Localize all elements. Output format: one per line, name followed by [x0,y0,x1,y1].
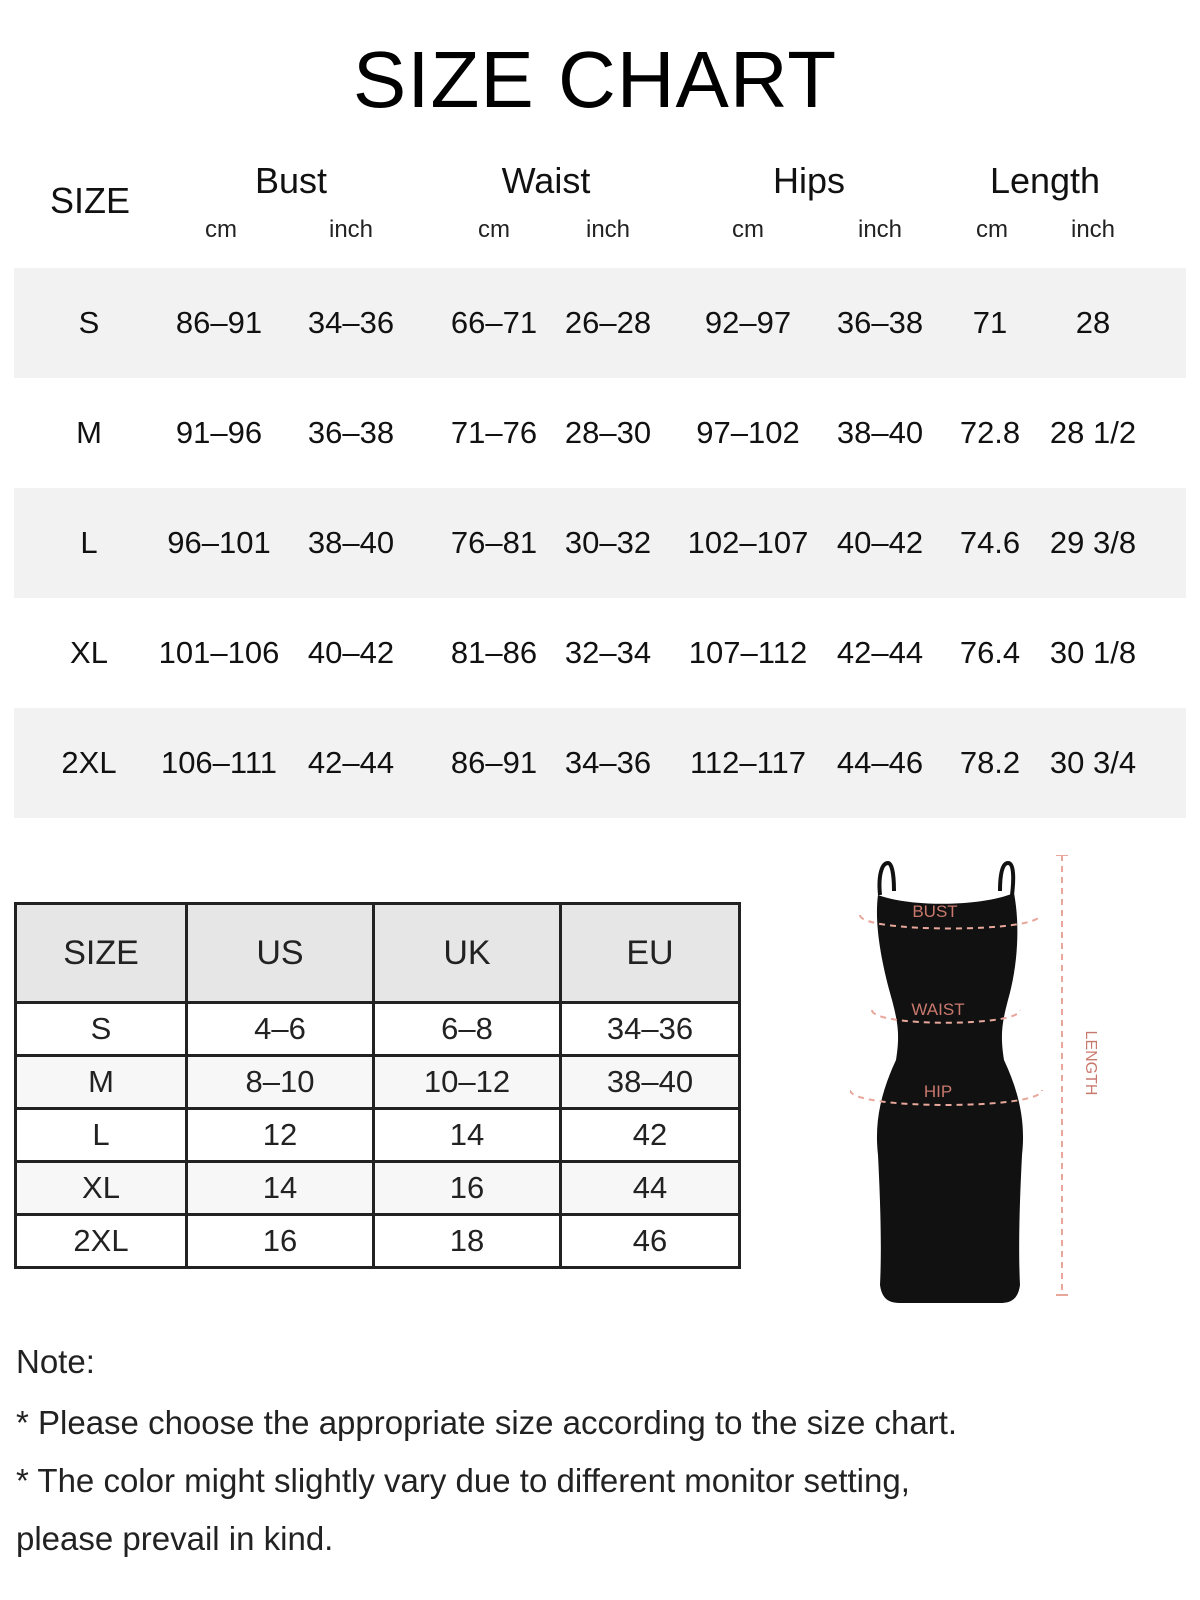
table-cell: 40–42 [307,635,395,670]
table-cell: L [16,1109,187,1162]
table-cell: 29 3/8 [1049,525,1137,560]
table-cell: 16 [374,1162,561,1215]
table-cell: XL [16,1162,187,1215]
table-cell: 16 [187,1215,374,1268]
note-line: please prevail in kind. [16,1520,334,1557]
table-cell: 96–101 [167,525,271,560]
table-cell: 30 3/4 [1049,745,1137,780]
column-header: EU [561,904,740,1003]
table-cell: 112–117 [689,745,807,780]
unit-label: cm [478,216,510,243]
size-cell: S [78,305,100,340]
table-cell: 28 1/2 [1049,415,1137,450]
table-cell: 81–86 [450,635,538,670]
note-heading: Note: [16,1343,95,1380]
column-header: SIZE [16,904,187,1003]
table-cell: 6–8 [374,1003,561,1056]
table-cell: 42–44 [307,745,395,780]
unit-label: inch [328,216,374,243]
note-line: * Please choose the appropriate size according to the size chart. [16,1404,958,1441]
table-cell: S [16,1003,187,1056]
table-cell: 72.8 [959,415,1021,450]
table-cell: 71–76 [450,415,538,450]
size-cell: XL [70,635,108,670]
table-cell: 34–36 [561,1003,740,1056]
table-cell: 44 [561,1162,740,1215]
table-cell: 28–30 [564,415,652,450]
column-header: UK [374,904,561,1003]
table-cell: 40–42 [836,525,924,560]
table-row [16,1056,740,1109]
table-cell: 14 [187,1162,374,1215]
table-cell: 28 [1075,305,1111,340]
table-cell: 38–40 [836,415,924,450]
size-cell: M [76,415,102,450]
table-cell: 42 [561,1109,740,1162]
waist-header: Waist [501,160,591,201]
table-cell: 36–38 [307,415,395,450]
unit-label: cm [205,216,237,243]
unit-label: cm [976,216,1008,243]
table-row [16,1215,740,1268]
table-row [16,1162,740,1215]
table-header-row [16,904,740,1003]
table-row [14,708,1186,818]
table-cell: 26–28 [564,305,652,340]
table-cell: 78.2 [959,745,1021,780]
size-cell: L [80,525,98,560]
table-cell: 38–40 [561,1056,740,1109]
table-cell: 18 [374,1215,561,1268]
table-cell: 102–107 [687,525,809,560]
table-row [16,1109,740,1162]
page-title: SIZE CHART [352,35,838,124]
dress-measurement-diagram [850,855,1110,1315]
table-cell: 101–106 [158,635,280,670]
length-header: Length [989,160,1101,201]
unit-label: inch [857,216,903,243]
table-cell: 66–71 [450,305,538,340]
hips-header: Hips [772,160,846,201]
table-cell: 34–36 [307,305,395,340]
column-header: US [187,904,374,1003]
table-cell: 86–91 [175,305,263,340]
size-column-header: SIZE [50,180,131,221]
length-label: LENGTH [1082,1030,1099,1096]
table-cell: 14 [374,1109,561,1162]
table-cell: 46 [561,1215,740,1268]
table-row [14,598,1186,708]
table-cell: 36–38 [836,305,924,340]
table-cell: 86–91 [450,745,538,780]
table-cell: 4–6 [187,1003,374,1056]
table-cell: 2XL [16,1215,187,1268]
size-cell: 2XL [61,745,117,780]
table-row [14,488,1186,598]
unit-label: cm [732,216,764,243]
table-cell: 92–97 [704,305,792,340]
table-cell: 106–111 [160,745,278,780]
table-cell: 42–44 [836,635,924,670]
waist-label: WAIST [911,1000,965,1019]
table-cell: 71 [972,305,1008,340]
table-row [14,378,1186,488]
unit-label: inch [585,216,631,243]
table-cell: 74.6 [959,525,1021,560]
table-cell: 97–102 [696,415,800,450]
table-cell: 76.4 [959,635,1021,670]
table-cell: 91–96 [175,415,263,450]
table-cell: 34–36 [564,745,652,780]
table-row [16,1003,740,1056]
table-row [14,268,1186,378]
table-cell: 12 [187,1109,374,1162]
table-cell: 38–40 [307,525,395,560]
table-cell: M [16,1056,187,1109]
table-cell: 32–34 [564,635,652,670]
note-line: * The color might slightly vary due to different monitor setting, [16,1462,910,1499]
table-cell: 8–10 [187,1056,374,1109]
size-conversion-table [14,902,741,1269]
bust-header: Bust [254,160,328,201]
unit-label: inch [1070,216,1116,243]
table-cell: 10–12 [374,1056,561,1109]
table-cell: 44–46 [836,745,924,780]
table-cell: 30–32 [564,525,652,560]
bust-label: BUST [912,902,958,921]
table-cell: 76–81 [450,525,538,560]
table-cell: 107–112 [688,635,808,670]
table-cell: 30 1/8 [1049,635,1137,670]
hip-label: HIP [923,1082,953,1101]
